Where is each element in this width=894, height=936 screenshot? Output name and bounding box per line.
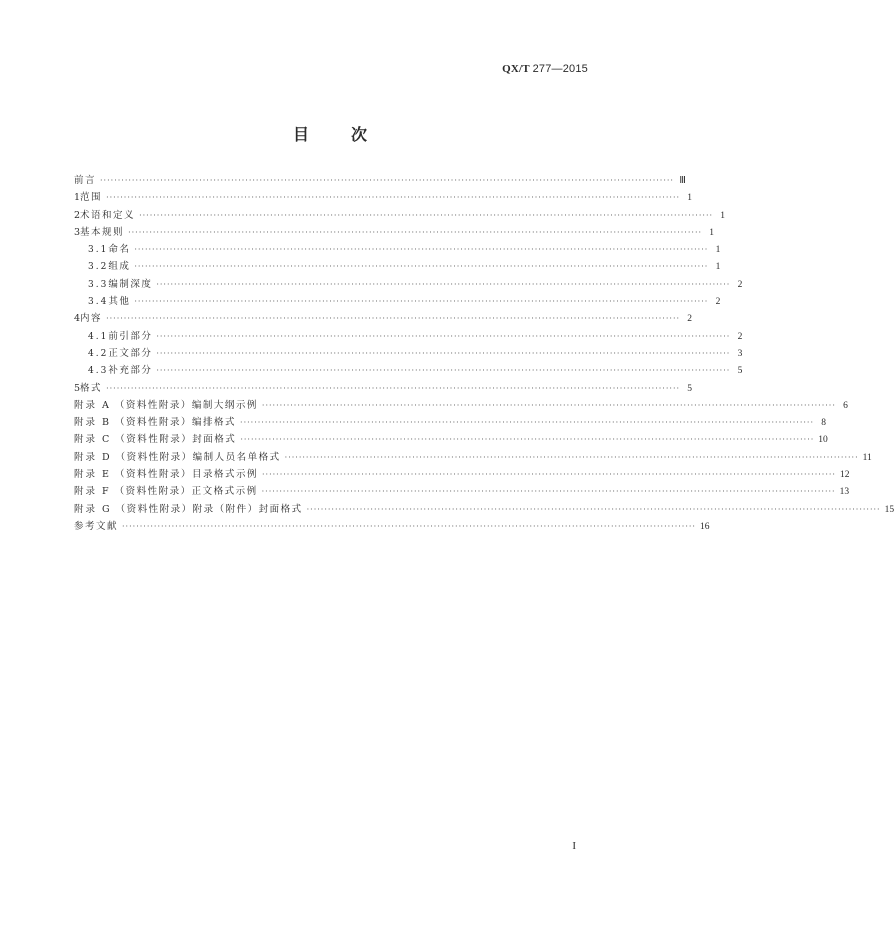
toc-leader: ·································································································································································· (156, 331, 731, 341)
table-of-contents (74, 172, 894, 535)
toc-page: 1 (687, 193, 693, 204)
toc-page: 2 (737, 331, 743, 342)
toc-entry-3-1[interactable] (74, 241, 721, 258)
toc-entry-appendix-c[interactable] (74, 431, 828, 448)
title-char-2: 次 (351, 125, 370, 144)
toc-number: 附录 F (74, 486, 111, 498)
toc-page: 1 (720, 210, 726, 221)
toc-entry-4[interactable] (74, 310, 693, 327)
toc-number: 2 (74, 209, 81, 221)
toc-leader: ·································································································································································· (134, 297, 709, 307)
toc-entry-appendix-d[interactable] (74, 449, 872, 466)
toc-entry-1[interactable] (74, 189, 693, 206)
toc-entry-3-4[interactable] (74, 293, 721, 310)
standard-code (502, 63, 588, 75)
toc-entry-4-2[interactable] (74, 345, 743, 362)
toc-entry-appendix-b[interactable] (74, 414, 826, 431)
toc-entry-references[interactable] (74, 518, 710, 535)
toc-label: （资料性附录）封面格式 (115, 434, 237, 446)
toc-number: 1 (74, 192, 81, 204)
toc-leader: ·································································································································································· (284, 452, 859, 462)
toc-page: 2 (715, 297, 721, 308)
toc-number: 附录 C (74, 434, 112, 446)
toc-leader: ·································································································································································· (134, 245, 709, 255)
toc-page: 1 (715, 245, 721, 256)
toc-leader: ·································································································································································· (106, 383, 681, 393)
toc-number: 4.2 (88, 348, 109, 359)
toc-label: 参考文献 (74, 520, 119, 532)
toc-entry-appendix-e[interactable] (74, 466, 850, 483)
toc-entry-3[interactable] (74, 224, 715, 241)
toc-leader: ·································································································································································· (306, 504, 881, 514)
toc-page: 8 (821, 418, 826, 429)
toc-label: 命名 (108, 244, 131, 256)
toc-leader: ·································································································································································· (156, 348, 731, 358)
toc-number: 4.1 (88, 331, 109, 342)
toc-page: 15 (884, 504, 894, 515)
toc-label: 前言 (74, 175, 97, 186)
toc-page: 1 (709, 227, 715, 238)
toc-leader: ·································································································································································· (106, 193, 681, 203)
page-title (0, 122, 662, 145)
toc-number: 附录 D (74, 451, 112, 463)
toc-leader: ·································································································································································· (156, 279, 731, 289)
toc-leader: ·································································································································································· (261, 487, 836, 497)
toc-number: 5 (74, 382, 81, 394)
toc-page: Ⅲ (679, 176, 686, 186)
toc-page: 2 (687, 314, 693, 325)
toc-leader: ·································································································································································· (100, 176, 674, 185)
toc-entry-appendix-a[interactable] (74, 397, 848, 414)
toc-page: 2 (737, 279, 743, 290)
toc-label: 术语和定义 (80, 209, 136, 221)
toc-label: （资料性附录）编制人员名单格式 (115, 451, 281, 463)
toc-number: 附录 B (74, 417, 112, 429)
toc-entry-appendix-g[interactable] (74, 501, 894, 518)
toc-page: 11 (862, 452, 872, 463)
toc-page: 10 (818, 435, 828, 446)
toc-entry-3-2[interactable] (74, 258, 721, 275)
toc-page: 6 (843, 400, 848, 411)
toc-number: 3.2 (88, 262, 109, 273)
standard-prefix: QX/T (502, 63, 530, 75)
toc-entry-foreword[interactable] (74, 172, 686, 189)
toc-page: 1 (715, 262, 721, 273)
toc-leader: ·································································································································································· (261, 400, 836, 410)
toc-number: 附录 E (74, 469, 111, 481)
toc-label: 正文部分 (108, 347, 153, 359)
toc-label: 基本规则 (80, 226, 125, 238)
toc-label: （资料性附录）附录（附件）封面格式 (115, 503, 303, 515)
toc-label: 格式 (80, 382, 103, 394)
toc-leader: ·································································································································································· (156, 366, 731, 376)
page-number: I (572, 840, 576, 852)
toc-label: （资料性附录）编排格式 (115, 417, 237, 429)
toc-leader: ·································································································································································· (139, 210, 714, 220)
toc-number: 4 (74, 313, 81, 325)
toc-label: 组成 (108, 261, 131, 273)
toc-leader: ·································································································································································· (128, 227, 703, 237)
toc-label: 范围 (80, 192, 103, 204)
toc-number: 4.3 (88, 366, 109, 377)
toc-leader: ·································································································································································· (240, 435, 815, 445)
title-char-1: 目 (292, 125, 311, 144)
toc-number: 3 (74, 226, 81, 238)
toc-number: 3.4 (88, 297, 109, 308)
toc-entry-5[interactable] (74, 380, 693, 397)
toc-entry-2[interactable] (74, 207, 726, 224)
toc-leader: ·································································································································································· (134, 262, 709, 272)
toc-entry-appendix-f[interactable] (74, 483, 850, 500)
toc-number: 附录 A (74, 399, 111, 411)
toc-label: （资料性附录）编制大纲示例 (114, 399, 258, 411)
toc-label: 补充部分 (108, 365, 153, 377)
toc-entry-3-3[interactable] (74, 276, 743, 293)
toc-leader: ·································································································································································· (122, 521, 696, 531)
toc-number: 3.1 (88, 245, 109, 256)
toc-page: 5 (687, 383, 693, 394)
toc-entry-4-3[interactable] (74, 362, 743, 379)
toc-leader: ·································································································································································· (106, 314, 681, 324)
toc-page: 12 (839, 470, 850, 481)
toc-label: 编制深度 (108, 278, 153, 290)
toc-leader: ·································································································································································· (240, 418, 814, 428)
toc-label: 内容 (80, 313, 103, 325)
toc-page: 13 (839, 487, 850, 498)
toc-label: （资料性附录）正文格式示例 (114, 486, 258, 498)
toc-number: 附录 G (74, 503, 112, 515)
toc-page: 3 (737, 348, 743, 359)
toc-page: 16 (699, 521, 710, 532)
toc-entry-4-1[interactable] (74, 328, 743, 345)
toc-leader: ·································································································································································· (261, 470, 836, 480)
toc-label: 其他 (108, 296, 131, 308)
toc-number: 3.3 (88, 279, 109, 290)
standard-number: 277—2015 (532, 63, 588, 75)
toc-page: 5 (737, 366, 743, 377)
toc-label: 前引部分 (108, 330, 153, 342)
toc-label: （资料性附录）目录格式示例 (114, 469, 258, 481)
